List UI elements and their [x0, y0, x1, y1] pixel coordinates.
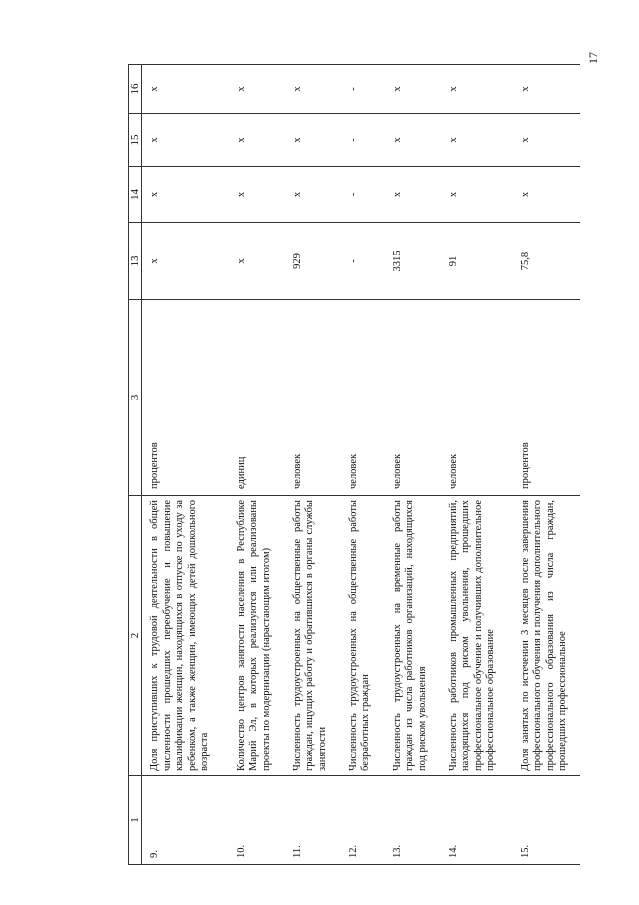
value-col-16: х: [292, 65, 348, 114]
value-col-14: х: [236, 167, 292, 223]
unit-of-measure: процентов: [520, 300, 580, 496]
header-col-2: 2: [129, 496, 142, 776]
table-row: [520, 65, 580, 865]
row-number: 11.: [292, 776, 348, 865]
value-col-16: х: [392, 65, 448, 114]
value-col-15: х: [292, 114, 348, 167]
row-number: 10.: [236, 776, 292, 865]
row-number: 9.: [142, 776, 236, 865]
value-col-13: 75,8: [520, 223, 580, 300]
value-col-14: х: [520, 167, 580, 223]
value-col-15: х: [236, 114, 292, 167]
value-col-15: х: [448, 114, 520, 167]
value-col-14: х: [448, 167, 520, 223]
value-col-14: х: [392, 167, 448, 223]
value-col-16: х: [448, 65, 520, 114]
value-col-14: -: [348, 167, 392, 223]
unit-of-measure: единиц: [236, 300, 292, 496]
page-number: 17: [586, 52, 600, 64]
value-col-13: 3315: [392, 223, 448, 300]
row-number: 13.: [392, 776, 448, 865]
indicators-table: [128, 64, 580, 865]
header-col-3: 3: [129, 300, 142, 496]
table-row: [236, 65, 292, 865]
row-number: 12.: [348, 776, 392, 865]
value-col-14: х: [292, 167, 348, 223]
indicator-name: Численность трудоустроенных на общественные работы безработных граждан: [348, 496, 392, 776]
unit-of-measure: человек: [392, 300, 448, 496]
unit-of-measure: человек: [292, 300, 348, 496]
unit-of-measure: процентов: [142, 300, 236, 496]
value-col-13: х: [236, 223, 292, 300]
table-row: [292, 65, 348, 865]
table-row: [392, 65, 448, 865]
value-col-16: х: [236, 65, 292, 114]
indicator-name: Доля приступивших к трудовой деятельности в общей численности прошедших переобучение и повышение квалификации женщин, находящихся в отпуске по уходу за ребенком, а также женщин, имеющих детей дошкольного возраста: [142, 496, 236, 776]
header-col-13: 13: [129, 223, 142, 300]
header-row: [129, 65, 142, 865]
value-col-15: х: [520, 114, 580, 167]
header-col-15: 15: [129, 114, 142, 167]
value-col-13: -: [348, 223, 392, 300]
header-col-1: 1: [129, 776, 142, 865]
value-col-16: х: [520, 65, 580, 114]
value-col-14: х: [142, 167, 236, 223]
value-col-13: 929: [292, 223, 348, 300]
indicator-name: Численность работников промышленных предприятий, находящихся под риском увольнения, прошедших профессиональное обучение и получивших дополнительное профессиональное образование: [448, 496, 520, 776]
indicator-name: Доля занятых по истечении 3 месяцев после завершения профессионального обучения и получения дополнительного профессионального образования из числа граждан, прошедших профессиональное: [520, 496, 580, 776]
row-number: 15.: [520, 776, 580, 865]
header-col-14: 14: [129, 167, 142, 223]
value-col-13: х: [142, 223, 236, 300]
table-row: [448, 65, 520, 865]
table-row: [348, 65, 392, 865]
unit-of-measure: человек: [348, 300, 392, 496]
value-col-15: х: [392, 114, 448, 167]
indicator-name: Количество центров занятости населения в Республике Марий Эл, в которых реализуются или реализованы проекты по модернизации (нарастающим итогом): [236, 496, 292, 776]
header-col-16: 16: [129, 65, 142, 114]
value-col-16: -: [348, 65, 392, 114]
rotated-table-container: [128, 65, 569, 865]
value-col-15: х: [142, 114, 236, 167]
value-col-15: -: [348, 114, 392, 167]
value-col-13: 91: [448, 223, 520, 300]
value-col-16: х: [142, 65, 236, 114]
indicator-name: Численность трудоустроенных на общественные работы граждан, ищущих работу и обратившихся в органы службы занятости: [292, 496, 348, 776]
indicator-name: Численность трудоустроенных на временные работы граждан из числа работников организаций, находящихся под риском увольнения: [392, 496, 448, 776]
table-row: [142, 65, 236, 865]
unit-of-measure: человек: [448, 300, 520, 496]
row-number: 14.: [448, 776, 520, 865]
